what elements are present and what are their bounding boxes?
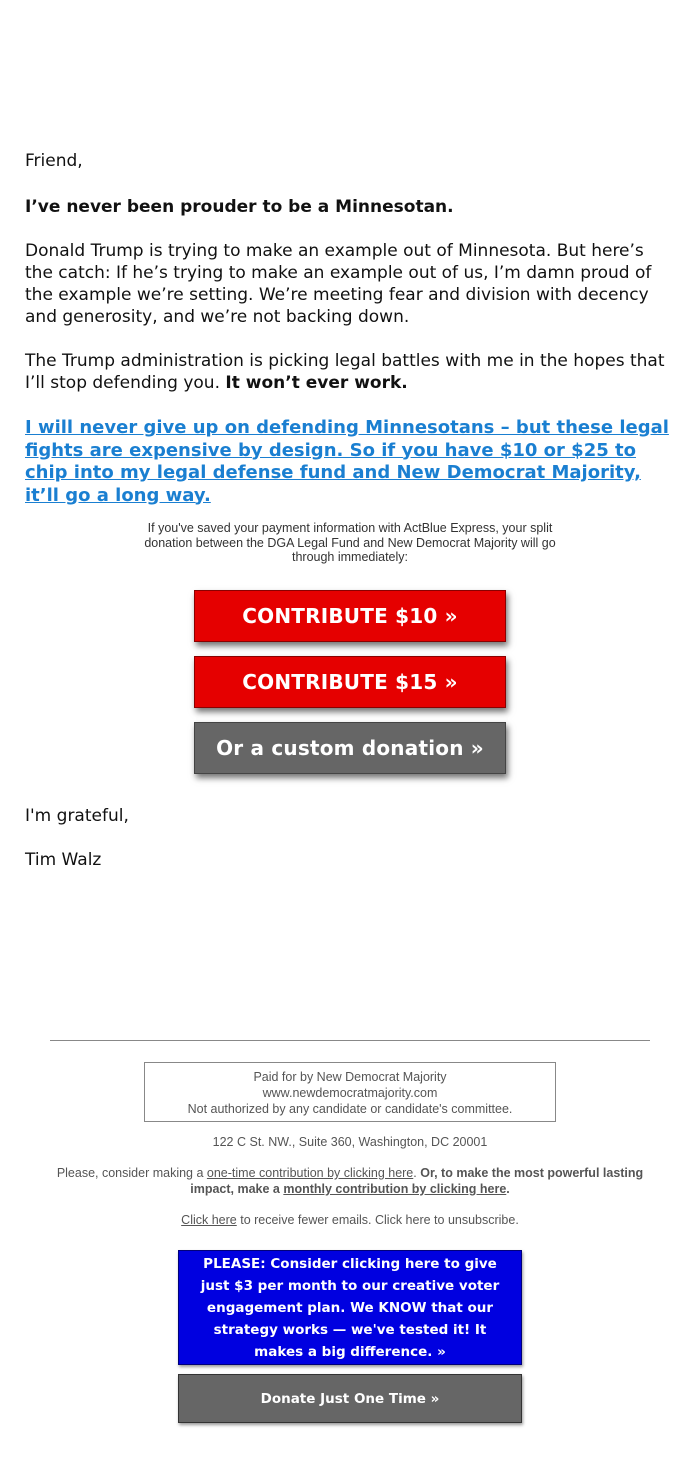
mailing-address: 122 C St. NW., Suite 360, Washington, DC 20001 (212, 1135, 488, 1149)
body-paragraph-2-bold: It won’t ever work. (225, 373, 408, 393)
monthly-contribution-link[interactable]: monthly contribution by clicking here (283, 1182, 507, 1196)
contribute-15-button[interactable]: CONTRIBUTE $15 » (194, 656, 506, 708)
headline: I’ve never been prouder to be a Minnesotan. (25, 197, 454, 217)
actblue-express-note: If you've saved your payment information with ActBlue Express, your split donation between the DGA Legal Fund and New Democrat Majority will go through immediately: (144, 521, 556, 564)
unsubscribe-text (50, 1212, 650, 1228)
one-time-donation-label: Donate Just One Time » (260, 1390, 440, 1407)
footer-divider (50, 1040, 650, 1041)
unsubscribe-rest[interactable]: to receive fewer emails. Click here to unsubscribe. (236, 1213, 519, 1227)
one-time-donation-button[interactable] (178, 1374, 522, 1423)
monthly-donation-button[interactable] (178, 1250, 522, 1365)
custom-donation-button[interactable]: Or a custom donation » (194, 722, 506, 774)
consider-mid: . (413, 1166, 421, 1180)
donate-cta-link[interactable]: I will never give up on defending Minnesotans – but these legal fights are expensive by design. So if you have $10 or $25 to chip into my legal defense fund and New Democrat Majority, it’ll go a long way. (25, 417, 669, 506)
body-paragraph-2-text: The Trump administration is picking legal battles with me in the hopes that I’ll stop defending you. (25, 351, 665, 393)
body-paragraph-2 (25, 350, 675, 394)
paid-for-box (144, 1062, 556, 1122)
signature: Tim Walz (25, 850, 102, 870)
paid-for-line: Paid for by New Democrat Majority (253, 1070, 447, 1084)
consider-pre: Please, consider making a (56, 1166, 207, 1180)
one-time-contribution-link[interactable]: one-time contribution by clicking here (206, 1166, 414, 1180)
contribute-10-button[interactable]: CONTRIBUTE $10 » (194, 590, 506, 642)
consider-bold-pre: Or, to make the most powerful lasting impact, make a (190, 1166, 644, 1196)
body-paragraph-1: Donald Trump is trying to make an example out of Minnesota. But here’s the catch: If he’s trying to make an example out of us, I’m damn proud of the example we’re setting. We’re meeting fear and division with decency and generosity, and we’re not backing down. (25, 241, 652, 327)
consider-contribution-text (50, 1165, 650, 1197)
fewer-emails-link[interactable]: Click here (181, 1213, 237, 1227)
consider-end: . (506, 1182, 510, 1196)
monthly-donation-label: PLEASE: Consider clicking here to give just $3 per month to our creative voter engagement plan. We KNOW that our strategy works — we've tested it! It makes a big difference. » (200, 1255, 500, 1360)
greeting: Friend, (25, 151, 83, 171)
disclaimer-line: Not authorized by any candidate or candidate's committee. (187, 1102, 513, 1116)
website-line: www.newdemocratmajority.com (262, 1086, 438, 1100)
closing: I'm grateful, (25, 806, 129, 826)
